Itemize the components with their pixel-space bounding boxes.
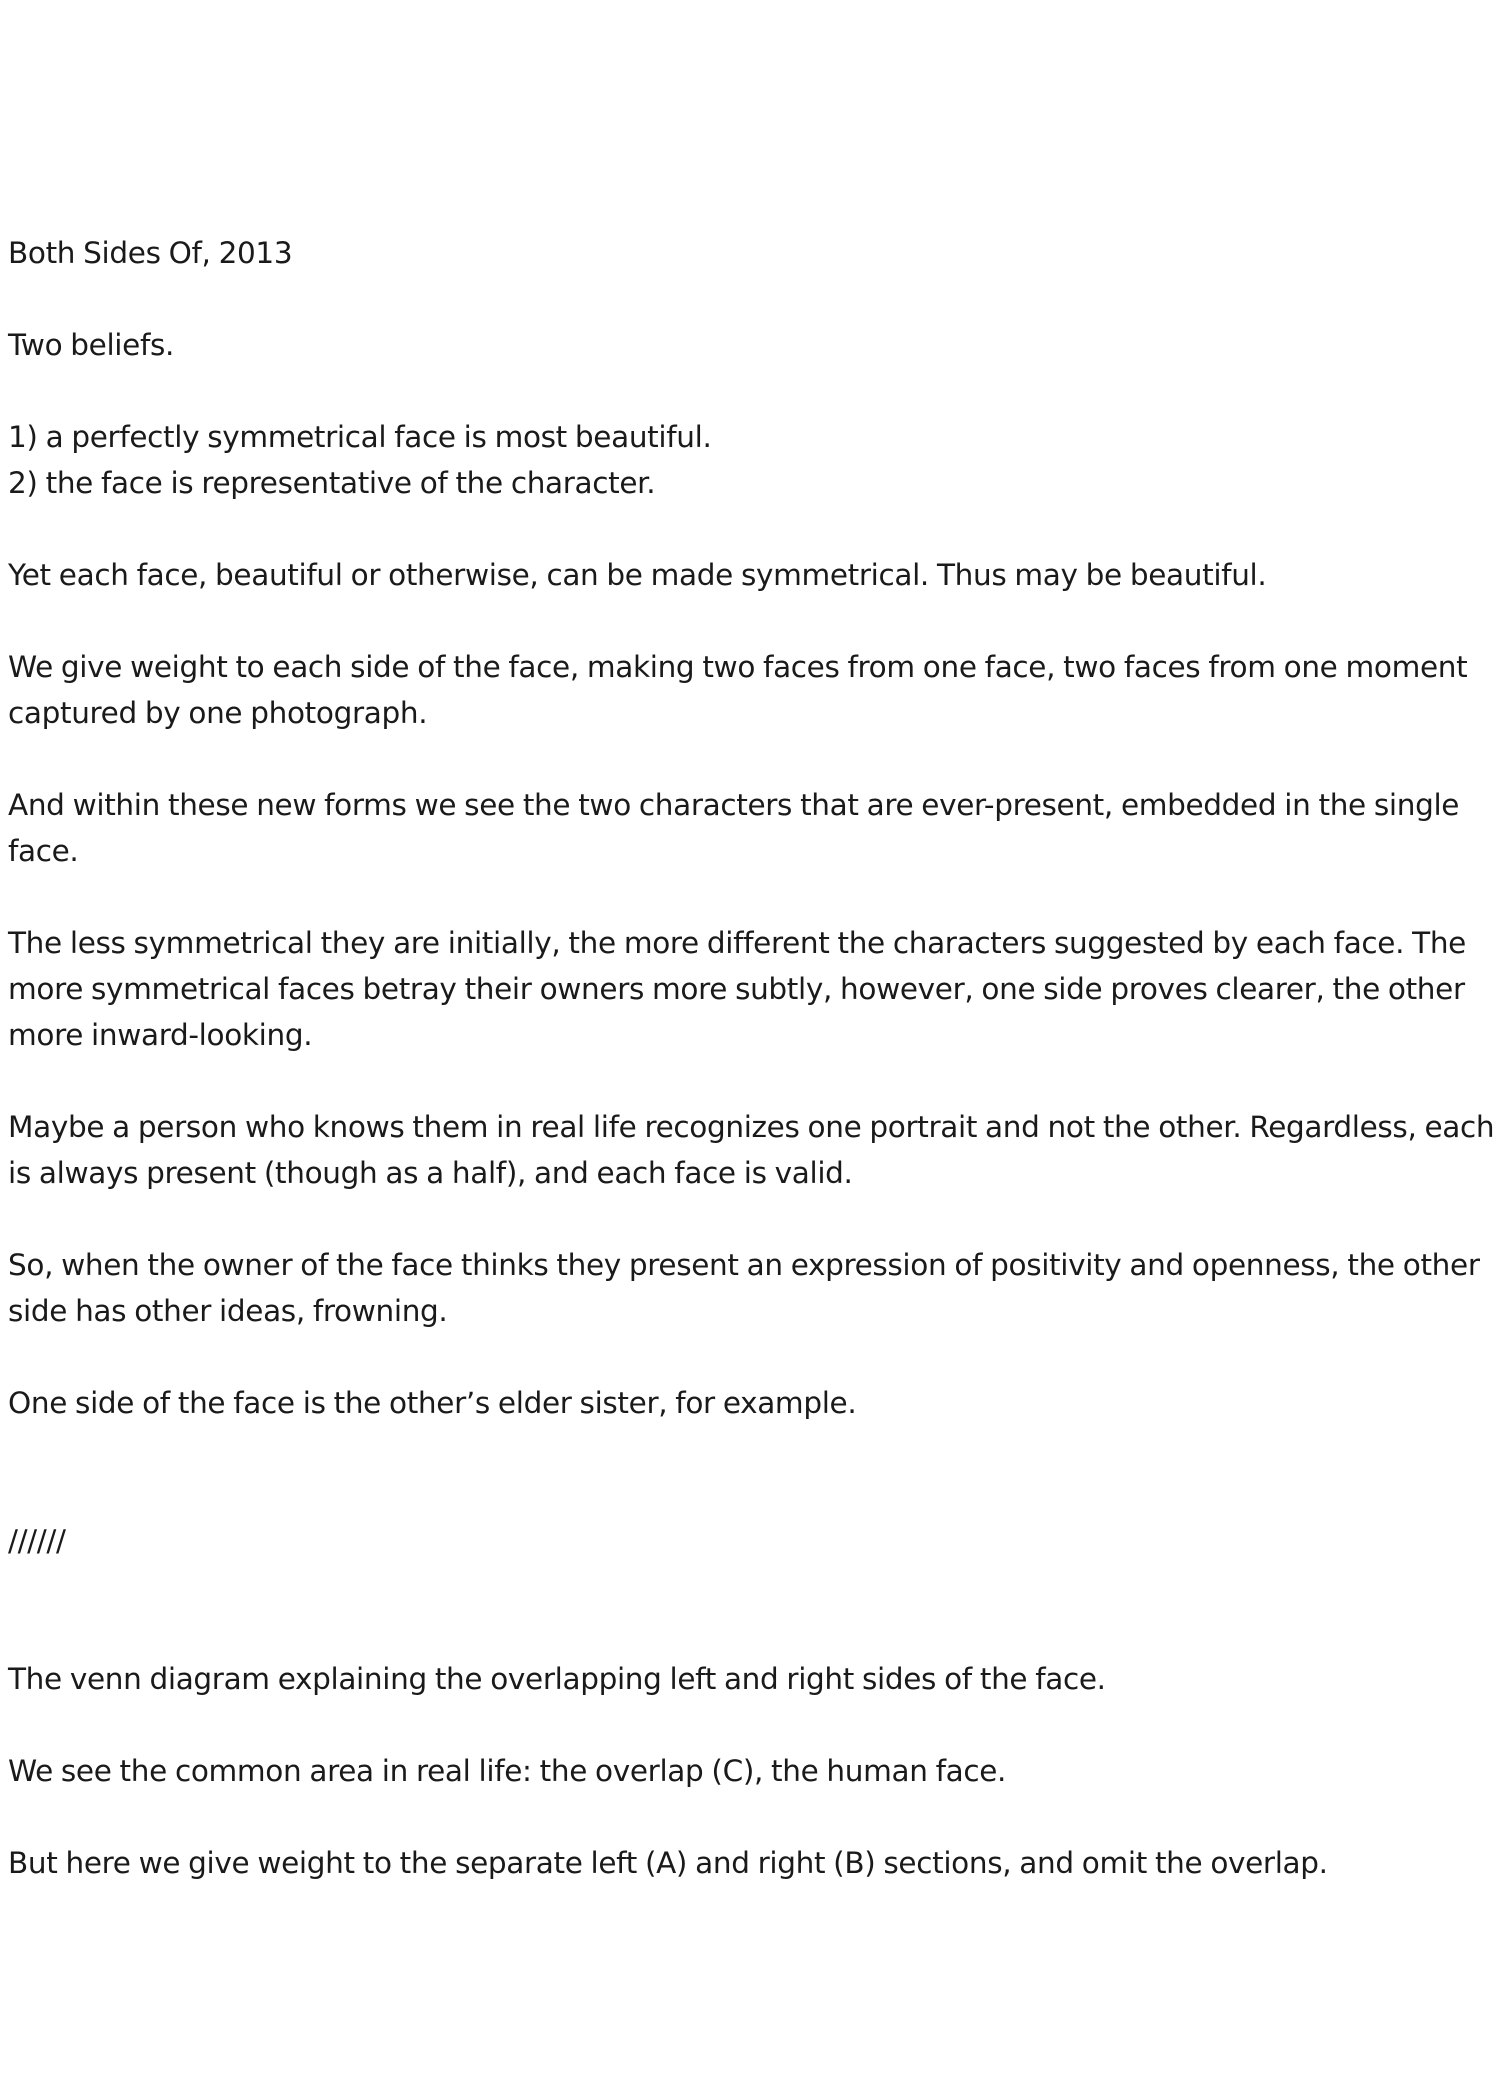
venn-paragraph: The venn diagram explaining the overlapping left and right sides of the face. — [8, 1662, 1106, 1696]
intro-text: Two beliefs. — [8, 328, 175, 362]
venn-paragraph: We see the common area in real life: the overlap (C), the human face. — [8, 1754, 1007, 1788]
section-divider: ////// — [8, 1524, 66, 1558]
paragraph: The less symmetrical they are initially, the more different the characters suggested by each face. The more symmetrical faces betray their owners more subtly, however, one side proves clearer, the other more inward-looking. — [8, 926, 1466, 1052]
paragraph: Yet each face, beautiful or otherwise, can be made symmetrical. Thus may be beautiful. — [8, 558, 1267, 592]
paragraph: We give weight to each side of the face, making two faces from one face, two faces from one moment captured by one photograph. — [8, 650, 1468, 730]
venn-paragraph: But here we give weight to the separate left (A) and right (B) sections, and omit the overlap. — [8, 1846, 1328, 1880]
document-body — [8, 230, 1500, 1932]
paragraph: Maybe a person who knows them in real life recognizes one portrait and not the other. Regardless, each is always present (though as a half), and each face is valid. — [8, 1110, 1495, 1190]
belief-item: 2) the face is representative of the character. — [8, 466, 656, 500]
paragraph: One side of the face is the other’s elder sister, for example. — [8, 1386, 857, 1420]
document-title: Both Sides Of, 2013 — [8, 236, 293, 270]
paragraph: And within these new forms we see the two characters that are ever-present, embedded in the single face. — [8, 788, 1460, 868]
paragraph: So, when the owner of the face thinks they present an expression of positivity and openness, the other side has other ideas, frowning. — [8, 1248, 1480, 1328]
beliefs-list — [8, 414, 1500, 506]
belief-item: 1) a perfectly symmetrical face is most beautiful. — [8, 420, 712, 454]
